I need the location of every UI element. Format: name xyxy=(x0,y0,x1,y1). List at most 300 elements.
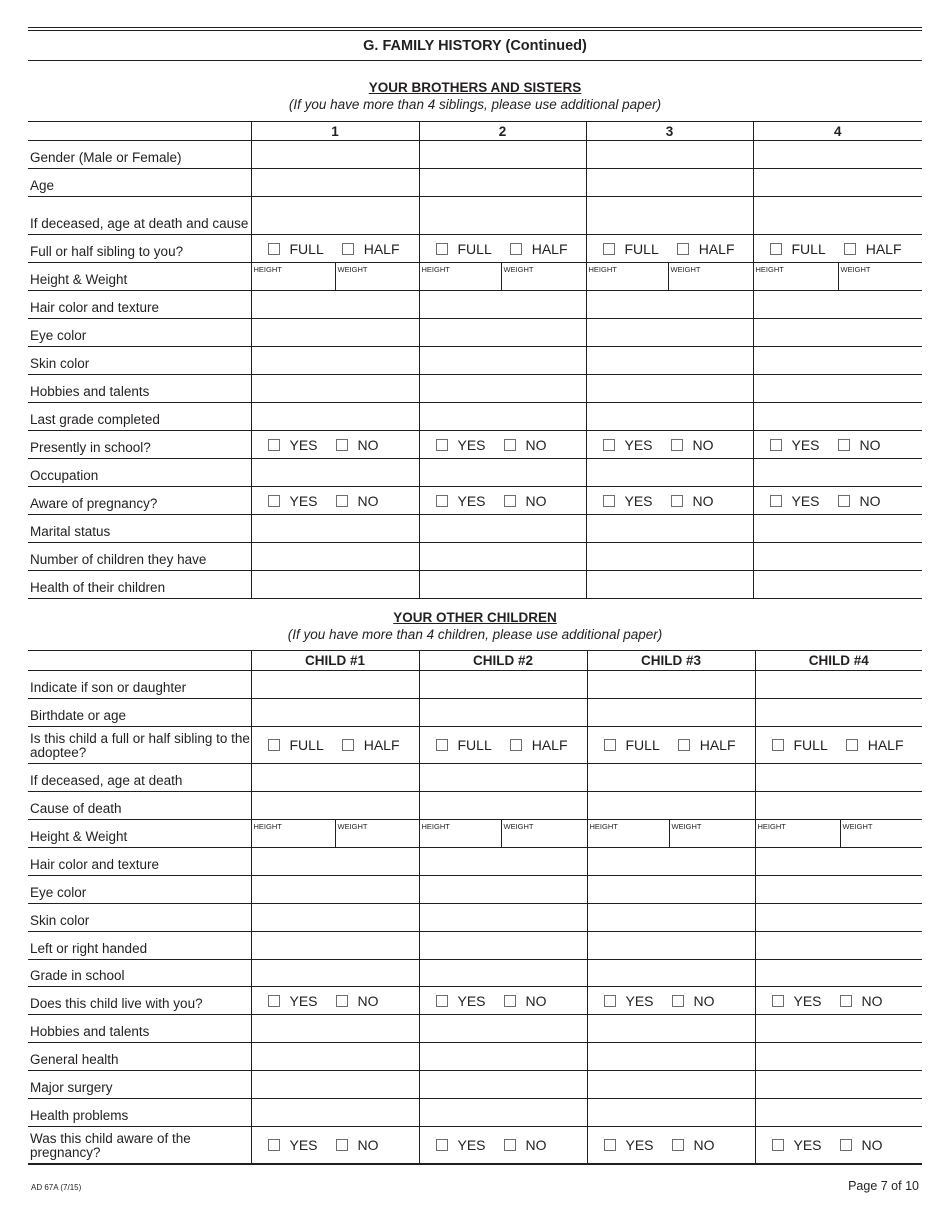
answer-field[interactable] xyxy=(587,932,755,960)
full-label: FULL xyxy=(289,240,324,257)
checkbox-group xyxy=(587,727,755,764)
yes-checkbox[interactable] xyxy=(268,1139,280,1151)
answer-field[interactable] xyxy=(586,347,753,375)
half-checkbox[interactable] xyxy=(510,739,522,751)
answer-field[interactable] xyxy=(753,347,922,375)
answer-field[interactable] xyxy=(419,319,586,347)
answer-field[interactable] xyxy=(251,876,419,904)
half-checkbox[interactable] xyxy=(342,739,354,751)
siblings-row-skin xyxy=(28,347,922,375)
half-checkbox[interactable] xyxy=(678,739,690,751)
checkbox-group xyxy=(587,1127,755,1164)
no-option[interactable] xyxy=(671,437,714,453)
height-weight-group xyxy=(755,820,922,848)
full-option[interactable] xyxy=(770,241,826,257)
yes-checkbox[interactable] xyxy=(770,439,782,451)
half-label: HALF xyxy=(867,737,904,753)
answer-field[interactable] xyxy=(251,1015,419,1043)
yes-checkbox[interactable] xyxy=(604,1139,616,1151)
yes-option[interactable] xyxy=(772,993,822,1009)
answer-field[interactable] xyxy=(753,459,922,487)
answer-field[interactable] xyxy=(419,169,586,197)
yes-checkbox[interactable] xyxy=(603,495,615,507)
no-label: NO xyxy=(859,492,881,509)
no-label: NO xyxy=(357,992,379,1009)
answer-field[interactable] xyxy=(251,1099,419,1127)
height-weight-group xyxy=(753,263,922,291)
answer-field[interactable] xyxy=(419,141,586,169)
answer-field[interactable] xyxy=(587,876,755,904)
no-label: NO xyxy=(861,992,883,1009)
answer-field[interactable] xyxy=(251,1071,419,1099)
yes-option[interactable] xyxy=(268,437,318,453)
full-label: FULL xyxy=(791,240,826,257)
full-checkbox[interactable] xyxy=(436,739,448,751)
answer-field[interactable] xyxy=(755,1043,922,1071)
siblings-title: YOUR BROTHERS AND SISTERS xyxy=(368,80,582,95)
sibling-column-4: 4 xyxy=(753,122,922,141)
checkbox-pair xyxy=(754,241,923,257)
full-label: FULL xyxy=(457,240,492,257)
siblings-row-occupation xyxy=(28,459,922,487)
answer-field[interactable] xyxy=(251,848,419,876)
yes-checkbox[interactable] xyxy=(604,995,616,1007)
answer-field[interactable] xyxy=(755,1099,922,1127)
checkbox-group xyxy=(419,987,587,1015)
answer-field[interactable] xyxy=(419,848,587,876)
yes-option[interactable] xyxy=(770,493,820,509)
yes-label: YES xyxy=(791,492,820,509)
row-label: Marital status xyxy=(30,524,111,539)
answer-field[interactable] xyxy=(251,1043,419,1071)
yes-checkbox[interactable] xyxy=(436,1139,448,1151)
answer-field[interactable] xyxy=(419,699,587,727)
row-label: Indicate if son or daughter xyxy=(30,680,187,695)
children-row-general-health xyxy=(28,1043,922,1071)
answer-field[interactable] xyxy=(251,197,419,235)
row-label: Full or half sibling to you? xyxy=(30,244,184,259)
no-label: NO xyxy=(525,492,547,509)
answer-field[interactable] xyxy=(251,459,419,487)
row-label: Occupation xyxy=(30,468,99,483)
half-option[interactable] xyxy=(677,241,735,257)
answer-field[interactable] xyxy=(251,671,419,699)
no-checkbox[interactable] xyxy=(336,495,348,507)
children-row-surgery xyxy=(28,1071,922,1099)
weight-field[interactable] xyxy=(841,820,923,847)
no-option[interactable] xyxy=(336,1137,379,1153)
answer-field[interactable] xyxy=(586,169,753,197)
siblings-row-hair xyxy=(28,291,922,319)
yes-option[interactable] xyxy=(603,437,653,453)
answer-field[interactable] xyxy=(753,403,922,431)
answer-field[interactable] xyxy=(251,291,419,319)
no-option[interactable] xyxy=(504,437,547,453)
checkbox-group xyxy=(755,727,922,764)
answer-field[interactable] xyxy=(586,319,753,347)
answer-field[interactable] xyxy=(419,515,586,543)
yes-option[interactable] xyxy=(604,993,654,1009)
checkbox-group xyxy=(586,431,753,459)
full-option[interactable] xyxy=(268,737,324,753)
yes-option[interactable] xyxy=(436,993,486,1009)
yes-checkbox[interactable] xyxy=(268,439,280,451)
answer-field[interactable] xyxy=(419,347,586,375)
answer-field[interactable] xyxy=(419,792,587,820)
checkbox-pair xyxy=(252,493,419,509)
answer-field[interactable] xyxy=(419,1043,587,1071)
no-checkbox[interactable] xyxy=(504,1139,516,1151)
height-field[interactable] xyxy=(252,263,336,290)
no-checkbox[interactable] xyxy=(336,439,348,451)
height-field[interactable] xyxy=(420,820,502,847)
no-label: NO xyxy=(357,436,379,453)
answer-field[interactable] xyxy=(587,792,755,820)
yes-checkbox[interactable] xyxy=(268,995,280,1007)
height-weight-group xyxy=(587,820,755,848)
full-checkbox[interactable] xyxy=(603,243,615,255)
answer-field[interactable] xyxy=(587,1043,755,1071)
answer-field[interactable] xyxy=(251,571,419,599)
full-option[interactable] xyxy=(436,241,492,257)
answer-field[interactable] xyxy=(419,291,586,319)
no-option[interactable] xyxy=(838,493,881,509)
full-option[interactable] xyxy=(268,241,324,257)
children-row-hobbies xyxy=(28,1015,922,1043)
height-field[interactable] xyxy=(588,820,670,847)
checkbox-pair xyxy=(588,1137,755,1153)
answer-field[interactable] xyxy=(587,671,755,699)
full-checkbox[interactable] xyxy=(268,243,280,255)
answer-field[interactable] xyxy=(753,291,922,319)
answer-field[interactable] xyxy=(251,543,419,571)
yes-option[interactable] xyxy=(436,1137,486,1153)
full-option[interactable] xyxy=(604,737,660,753)
half-checkbox[interactable] xyxy=(844,243,856,255)
siblings-row-age xyxy=(28,169,922,197)
answer-field[interactable] xyxy=(753,169,922,197)
answer-field[interactable] xyxy=(753,515,922,543)
half-option[interactable] xyxy=(510,737,568,753)
no-label: NO xyxy=(692,436,714,453)
half-option[interactable] xyxy=(844,241,902,257)
answer-field[interactable] xyxy=(251,319,419,347)
height-field[interactable] xyxy=(587,263,669,290)
no-checkbox[interactable] xyxy=(672,995,684,1007)
answer-field[interactable] xyxy=(251,904,419,932)
checkbox-group xyxy=(251,235,419,263)
answer-field[interactable] xyxy=(419,764,587,792)
yes-checkbox[interactable] xyxy=(603,439,615,451)
no-label: NO xyxy=(525,992,547,1009)
no-option[interactable] xyxy=(671,493,714,509)
answer-field[interactable] xyxy=(587,904,755,932)
half-option[interactable] xyxy=(342,241,400,257)
no-label: NO xyxy=(357,1137,379,1153)
yes-label: YES xyxy=(289,492,318,509)
children-row-birthdate xyxy=(28,699,922,727)
half-option[interactable] xyxy=(846,737,904,753)
no-option[interactable] xyxy=(336,993,379,1009)
row-label: Number of children they have xyxy=(30,552,207,567)
no-checkbox[interactable] xyxy=(336,1139,348,1151)
yes-label: YES xyxy=(625,992,654,1009)
row-label: Grade in school xyxy=(30,968,125,983)
answer-field[interactable] xyxy=(419,459,586,487)
no-label: NO xyxy=(525,1137,547,1153)
answer-field[interactable] xyxy=(419,1015,587,1043)
row-label: Gender (Male or Female) xyxy=(30,150,182,165)
row-label: Skin color xyxy=(30,356,90,371)
full-option[interactable] xyxy=(603,241,659,257)
height-weight-group xyxy=(251,263,419,291)
no-checkbox[interactable] xyxy=(504,439,516,451)
answer-field[interactable] xyxy=(587,1071,755,1099)
no-option[interactable] xyxy=(838,437,881,453)
answer-field[interactable] xyxy=(419,543,586,571)
answer-field[interactable] xyxy=(586,515,753,543)
answer-field[interactable] xyxy=(251,403,419,431)
answer-field[interactable] xyxy=(755,1015,922,1043)
checkbox-pair xyxy=(420,993,587,1009)
no-label: NO xyxy=(357,492,379,509)
yes-checkbox[interactable] xyxy=(772,1139,784,1151)
answer-field[interactable] xyxy=(251,792,419,820)
no-option[interactable] xyxy=(840,993,883,1009)
answer-field[interactable] xyxy=(419,571,586,599)
yes-option[interactable] xyxy=(436,493,486,509)
yes-option[interactable] xyxy=(772,1137,822,1153)
half-checkbox[interactable] xyxy=(342,243,354,255)
yes-checkbox[interactable] xyxy=(436,495,448,507)
weight-label: WEIGHT xyxy=(503,822,534,831)
yes-checkbox[interactable] xyxy=(772,995,784,1007)
no-option[interactable] xyxy=(840,1137,883,1153)
weight-label: WEIGHT xyxy=(670,265,701,274)
answer-field[interactable] xyxy=(586,571,753,599)
no-option[interactable] xyxy=(504,1137,547,1153)
answer-field[interactable] xyxy=(753,375,922,403)
weight-field[interactable] xyxy=(502,263,586,290)
full-option[interactable] xyxy=(436,737,492,753)
full-checkbox[interactable] xyxy=(770,243,782,255)
answer-field[interactable] xyxy=(586,459,753,487)
answer-field[interactable] xyxy=(753,543,922,571)
answer-field[interactable] xyxy=(586,375,753,403)
children-header xyxy=(28,609,922,643)
children-row-lives-with xyxy=(28,987,922,1015)
yes-checkbox[interactable] xyxy=(268,495,280,507)
answer-field[interactable] xyxy=(587,848,755,876)
no-checkbox[interactable] xyxy=(672,1139,684,1151)
height-field[interactable] xyxy=(754,263,839,290)
answer-field[interactable] xyxy=(586,543,753,571)
answer-field[interactable] xyxy=(755,848,922,876)
checkbox-pair xyxy=(420,241,586,257)
no-checkbox[interactable] xyxy=(838,439,850,451)
half-option[interactable] xyxy=(678,737,736,753)
answer-field[interactable] xyxy=(419,671,587,699)
answer-field[interactable] xyxy=(755,792,922,820)
height-field[interactable] xyxy=(420,263,502,290)
answer-field[interactable] xyxy=(755,960,922,987)
no-checkbox[interactable] xyxy=(336,995,348,1007)
no-label: NO xyxy=(525,436,547,453)
weight-label: WEIGHT xyxy=(840,265,871,274)
height-field[interactable] xyxy=(756,820,841,847)
form-page xyxy=(28,27,922,1167)
children-row-deceased-age xyxy=(28,764,922,792)
no-checkbox[interactable] xyxy=(671,439,683,451)
full-checkbox[interactable] xyxy=(268,739,280,751)
answer-field[interactable] xyxy=(587,960,755,987)
checkbox-group xyxy=(419,1127,587,1164)
answer-field[interactable] xyxy=(753,197,922,235)
answer-field[interactable] xyxy=(587,699,755,727)
no-option[interactable] xyxy=(336,493,379,509)
child-column-4: CHILD #4 xyxy=(755,651,922,671)
answer-field[interactable] xyxy=(587,1015,755,1043)
no-checkbox[interactable] xyxy=(504,495,516,507)
answer-field[interactable] xyxy=(419,1099,587,1127)
answer-field[interactable] xyxy=(755,671,922,699)
half-label: HALF xyxy=(531,737,568,753)
answer-field[interactable] xyxy=(755,932,922,960)
no-checkbox[interactable] xyxy=(838,495,850,507)
weight-field[interactable] xyxy=(336,263,419,290)
answer-field[interactable] xyxy=(419,1071,587,1099)
checkbox-pair xyxy=(587,241,753,257)
answer-field[interactable] xyxy=(755,904,922,932)
weight-field[interactable] xyxy=(502,820,587,847)
checkbox-group xyxy=(753,235,922,263)
answer-field[interactable] xyxy=(251,764,419,792)
answer-field[interactable] xyxy=(586,141,753,169)
no-checkbox[interactable] xyxy=(671,495,683,507)
weight-label: WEIGHT xyxy=(503,265,534,274)
answer-field[interactable] xyxy=(753,571,922,599)
yes-option[interactable] xyxy=(770,437,820,453)
checkbox-pair xyxy=(420,493,586,509)
yes-option[interactable] xyxy=(268,993,318,1009)
no-option[interactable] xyxy=(672,1137,715,1153)
yes-label: YES xyxy=(457,1137,486,1153)
yes-option[interactable] xyxy=(603,493,653,509)
answer-field[interactable] xyxy=(251,141,419,169)
weight-field[interactable] xyxy=(336,820,419,847)
weight-field[interactable] xyxy=(670,820,755,847)
half-checkbox[interactable] xyxy=(846,739,858,751)
answer-field[interactable] xyxy=(586,291,753,319)
half-label: HALF xyxy=(698,240,735,257)
answer-field[interactable] xyxy=(251,515,419,543)
answer-field[interactable] xyxy=(419,932,587,960)
yes-label: YES xyxy=(793,992,822,1009)
answer-field[interactable] xyxy=(251,169,419,197)
half-checkbox[interactable] xyxy=(677,243,689,255)
checkbox-group xyxy=(753,431,922,459)
half-option[interactable] xyxy=(510,241,568,257)
height-weight-group xyxy=(251,820,419,848)
answer-field[interactable] xyxy=(753,319,922,347)
answer-field[interactable] xyxy=(419,375,586,403)
answer-field[interactable] xyxy=(755,876,922,904)
siblings-row-full-half xyxy=(28,235,922,263)
no-option[interactable] xyxy=(504,993,547,1009)
answer-field[interactable] xyxy=(251,699,419,727)
row-label: Aware of pregnancy? xyxy=(30,496,158,511)
answer-field[interactable] xyxy=(587,764,755,792)
height-label: HEIGHT xyxy=(589,822,618,831)
weight-field[interactable] xyxy=(669,263,753,290)
no-option[interactable] xyxy=(336,437,379,453)
full-checkbox[interactable] xyxy=(436,243,448,255)
full-checkbox[interactable] xyxy=(772,739,784,751)
checkbox-pair xyxy=(754,437,923,453)
children-row-cause xyxy=(28,792,922,820)
height-label: HEIGHT xyxy=(253,265,282,274)
answer-field[interactable] xyxy=(755,1071,922,1099)
siblings-header-row xyxy=(28,122,922,141)
answer-field[interactable] xyxy=(251,375,419,403)
yes-option[interactable] xyxy=(268,493,318,509)
checkbox-pair xyxy=(420,437,586,453)
no-label: NO xyxy=(861,1137,883,1153)
yes-checkbox[interactable] xyxy=(770,495,782,507)
siblings-row-grade xyxy=(28,403,922,431)
answer-field[interactable] xyxy=(753,141,922,169)
half-option[interactable] xyxy=(342,737,400,753)
children-header-row xyxy=(28,651,922,671)
answer-field[interactable] xyxy=(419,876,587,904)
half-checkbox[interactable] xyxy=(510,243,522,255)
answer-field[interactable] xyxy=(586,197,753,235)
yes-option[interactable] xyxy=(604,1137,654,1153)
height-weight-group xyxy=(419,263,586,291)
no-checkbox[interactable] xyxy=(504,995,516,1007)
no-option[interactable] xyxy=(672,993,715,1009)
answer-field[interactable] xyxy=(251,960,419,987)
weight-field[interactable] xyxy=(839,263,923,290)
row-label: Hobbies and talents xyxy=(30,1024,150,1039)
answer-field[interactable] xyxy=(755,699,922,727)
yes-option[interactable] xyxy=(268,1137,318,1153)
no-checkbox[interactable] xyxy=(840,995,852,1007)
no-option[interactable] xyxy=(504,493,547,509)
answer-field[interactable] xyxy=(419,197,586,235)
yes-label: YES xyxy=(289,992,318,1009)
children-row-grade xyxy=(28,960,922,987)
answer-field[interactable] xyxy=(755,764,922,792)
yes-checkbox[interactable] xyxy=(436,995,448,1007)
answer-field[interactable] xyxy=(419,904,587,932)
full-checkbox[interactable] xyxy=(604,739,616,751)
height-field[interactable] xyxy=(252,820,336,847)
answer-field[interactable] xyxy=(251,347,419,375)
yes-checkbox[interactable] xyxy=(436,439,448,451)
yes-label: YES xyxy=(791,436,820,453)
answer-field[interactable] xyxy=(419,960,587,987)
yes-option[interactable] xyxy=(436,437,486,453)
no-checkbox[interactable] xyxy=(840,1139,852,1151)
answer-field[interactable] xyxy=(586,403,753,431)
full-option[interactable] xyxy=(772,737,828,753)
answer-field[interactable] xyxy=(419,403,586,431)
checkbox-group xyxy=(251,487,419,515)
yes-label: YES xyxy=(624,492,653,509)
answer-field[interactable] xyxy=(251,932,419,960)
answer-field[interactable] xyxy=(587,1099,755,1127)
